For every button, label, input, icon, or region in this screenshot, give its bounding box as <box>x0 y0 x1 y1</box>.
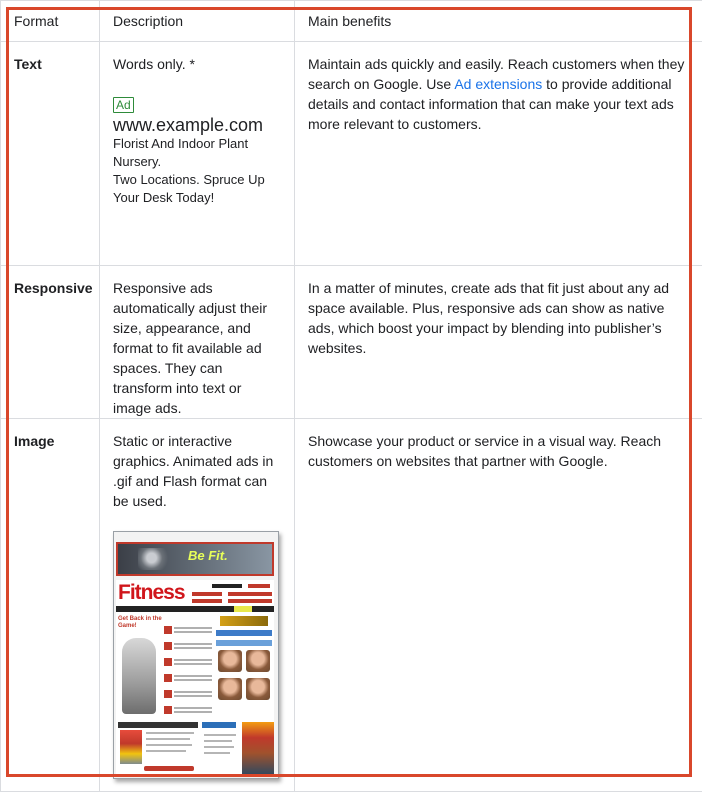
header-description: Description <box>100 1 295 42</box>
table-row <box>1 42 702 266</box>
description-text: Words only. * <box>113 54 282 74</box>
website-preview <box>116 580 274 776</box>
ad-description-line-2: Two Locations. Spruce Up Your Desk Today! <box>113 171 282 207</box>
description-cell: Responsive ads automatically adjust their size, appearance, and format to fit available ad spaces. They can transform into text or image ads. <box>100 266 295 419</box>
promo-strip <box>220 616 268 626</box>
ad-extensions-link[interactable]: Ad extensions <box>454 76 542 92</box>
image-ad-example-thumbnail <box>113 531 279 779</box>
player-photo <box>122 638 156 714</box>
face-photo-3 <box>218 678 242 700</box>
description-cell <box>100 419 295 792</box>
site-bottom-section <box>118 722 274 776</box>
ad-badge: Ad <box>113 97 134 113</box>
table-row <box>1 419 702 792</box>
format-cell: Responsive <box>1 266 100 419</box>
sidebar-header <box>216 640 272 646</box>
site-middle-column <box>164 616 214 720</box>
magazine-cover-2 <box>242 722 274 774</box>
site-top-links <box>192 582 274 604</box>
newsstand-heading-bar <box>118 722 198 728</box>
site-logo: Fitness <box>118 582 185 604</box>
site-red-button <box>144 766 194 771</box>
table-header-row <box>1 1 702 42</box>
ad-display-url: www.example.com <box>113 115 282 135</box>
header-main-benefits: Main benefits <box>295 1 702 42</box>
benefits-cell: Showcase your product or service in a visual way. Reach customers on websites that partner with Google. <box>295 419 702 792</box>
benefits-cell <box>295 42 702 266</box>
description-cell <box>100 42 295 266</box>
side-heading: Get Back in the Game! <box>118 616 162 630</box>
format-cell: Text <box>1 42 100 266</box>
runner-figure-icon <box>138 548 172 570</box>
magazine-cover-1 <box>120 730 142 764</box>
text-ad-example <box>113 94 282 207</box>
ad-description-line-1: Florist And Indoor Plant Nursery. <box>113 135 282 171</box>
benefits-text: Maintain ads quickly and easily. Reach customers when they search on Google. Use Ad extensions to provide additional details and contact information that can make your text ads more relevant to customers. <box>295 42 702 134</box>
face-photo-2 <box>246 650 270 672</box>
format-cell: Image <box>1 419 100 792</box>
site-nav-bar <box>116 606 274 612</box>
table-row <box>1 266 702 419</box>
face-photo-1 <box>218 650 242 672</box>
header-format: Format <box>1 1 100 42</box>
face-photo-4 <box>246 678 270 700</box>
site-left-column <box>118 616 162 720</box>
customer-service-bar <box>202 722 236 728</box>
site-right-column <box>216 616 272 720</box>
subscribe-bar <box>216 630 272 636</box>
image-ad-banner <box>116 542 274 576</box>
banner-title: Be Fit. <box>188 549 228 563</box>
description-text: Static or interactive graphics. Animated ads in .gif and Flash format can be used. <box>113 431 282 511</box>
benefits-cell: In a matter of minutes, create ads that fit just about any ad space available. Plus, responsive ads can show as native ads, which boost your impact by blending into publisher’s websites. <box>295 266 702 419</box>
